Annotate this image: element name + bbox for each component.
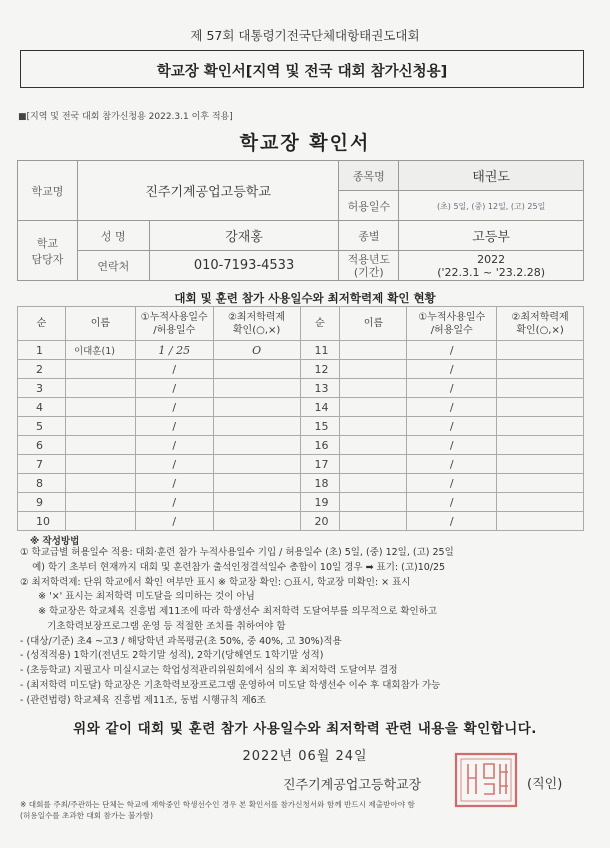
col-days-line1: ①누적사용일수 xyxy=(140,311,208,323)
table-row xyxy=(18,360,584,379)
row-check xyxy=(213,512,300,531)
footer-note xyxy=(20,799,415,821)
col-days-right-line1: ①누적사용일수 xyxy=(418,311,486,323)
row-name xyxy=(65,379,135,398)
row-days: / xyxy=(135,360,213,379)
row-check xyxy=(213,398,300,417)
row-name-right xyxy=(340,341,407,360)
period-label-line1: 적용년도 xyxy=(347,252,391,266)
row-check-right xyxy=(497,474,584,493)
row-name-right xyxy=(340,417,407,436)
footer-note-line1: ※ 대회를 주최/주관하는 단체는 학교에 재학중인 학생선수인 경우 본 확인서를 참가신청서와 함께 반드시 제출받아야 함 xyxy=(20,800,415,809)
row-days: / xyxy=(135,436,213,455)
row-no-right: 12 xyxy=(300,360,340,379)
row-no-right: 15 xyxy=(300,417,340,436)
col-name-right: 이름 xyxy=(340,307,407,341)
col-min xyxy=(213,307,300,341)
name-value: 강재홍 xyxy=(149,221,339,251)
col-no: 순 xyxy=(18,307,66,341)
method-line: ※ 학교장은 학교체육 진흥법 제11조에 따라 학생선수 최저학력 도달여부를 의무적으로 확인하고 xyxy=(20,606,438,618)
row-name-right xyxy=(340,455,407,474)
table-row xyxy=(18,455,584,474)
row-name xyxy=(65,398,135,417)
period-label xyxy=(339,251,399,281)
row-no-right: 13 xyxy=(300,379,340,398)
type-label: 종별 xyxy=(339,221,399,251)
row-days-right: / xyxy=(407,474,497,493)
row-no: 4 xyxy=(18,398,66,417)
row-name xyxy=(65,436,135,455)
row-check xyxy=(213,474,300,493)
type-value: 고등부 xyxy=(399,221,584,251)
row-check xyxy=(213,455,300,474)
row-days-right: / xyxy=(407,493,497,512)
table-row xyxy=(18,493,584,512)
row-name-right xyxy=(340,379,407,398)
row-no: 6 xyxy=(18,436,66,455)
method-line: 기초학력보장프로그램 운영 등 적절한 조치를 취하여야 함 xyxy=(20,620,286,632)
contact-label: 연락처 xyxy=(77,251,149,281)
box-title: 학교장 확인서[지역 및 전국 대회 참가신청용] xyxy=(156,64,448,80)
table-row xyxy=(18,417,584,436)
row-days-right: / xyxy=(407,379,497,398)
row-check: O xyxy=(213,341,300,360)
method-line: - (대상/기준) 초4 ~고3 / 해당학년 과목평균(초 50%, 중 40%, 고 30%)적용 xyxy=(20,635,342,647)
status-title: 대회 및 훈련 참가 사용일수와 최저학력제 확인 현황 xyxy=(174,291,436,305)
row-no-right: 20 xyxy=(300,512,340,531)
col-min-line2: 확인(○,×) xyxy=(232,324,281,336)
row-days-right: / xyxy=(407,341,497,360)
row-check xyxy=(213,436,300,455)
row-days-right: / xyxy=(407,455,497,474)
allow-label: 허용일수 xyxy=(339,191,399,221)
row-name-right xyxy=(340,512,407,531)
row-name xyxy=(65,360,135,379)
contact-value: 010-7193-4533 xyxy=(149,251,339,281)
period-year: 2022 xyxy=(477,252,506,266)
footer-note-line2: (허용일수를 초과한 대회 참가는 불가함) xyxy=(20,811,153,820)
row-no-right: 18 xyxy=(300,474,340,493)
row-check-right xyxy=(497,493,584,512)
row-days: / xyxy=(135,379,213,398)
method-line: ※ '×' 표시는 최저학력 미도달을 의미하는 것이 아님 xyxy=(20,591,255,603)
row-no: 2 xyxy=(18,360,66,379)
school-name: 진주기계공업고등학교 xyxy=(77,161,339,221)
table-row xyxy=(18,379,584,398)
manager-label xyxy=(18,221,78,281)
table-row xyxy=(18,341,584,360)
period-value xyxy=(399,251,584,281)
row-check xyxy=(213,417,300,436)
method-line: ② 최저학력제: 단위 학교에서 확인 여부만 표시 ※ 학교장 확인: ○표시, 학교장 미확인: × 표시 xyxy=(20,576,411,588)
method-line: - (최저학력 미도달) 학교장은 기초학력보장프로그램 운영하여 미도달 학생선수 이수 후 대회참가 가능 xyxy=(20,679,441,691)
method-line: 예) 학기 초부터 현재까지 대회 및 훈련참가 출석인정결석일수 총합이 10일 경우 ➡ 표기: (고)10/25 xyxy=(20,561,446,573)
row-check xyxy=(213,360,300,379)
allow-value xyxy=(399,191,584,221)
row-name-right xyxy=(340,360,407,379)
seal-label: (직인) xyxy=(527,777,563,792)
row-days-right: / xyxy=(407,436,497,455)
row-days: / xyxy=(135,417,213,436)
period-label-line2: (기간) xyxy=(353,265,384,279)
table-row xyxy=(18,474,584,493)
col-min-line1: ②최저학력제 xyxy=(227,311,286,323)
event-label: 종목명 xyxy=(339,161,399,191)
row-name xyxy=(65,493,135,512)
col-days-line2: /허용일수 xyxy=(153,324,196,336)
col-no-right: 순 xyxy=(300,307,340,341)
row-check-right xyxy=(497,512,584,531)
row-name xyxy=(65,417,135,436)
tournament-name: 제 57회 대통령기전국단체대항태권도대회 xyxy=(190,28,420,43)
event-value: 태권도 xyxy=(399,161,584,191)
col-min-right-line1: ②최저학력제 xyxy=(511,311,569,323)
row-check-right xyxy=(497,398,584,417)
method-line: - (성적적용) 1학기(전년도 2학기말 성적), 2학기(당해연도 1학기말 성적) xyxy=(20,650,324,662)
row-no-right: 11 xyxy=(300,341,340,360)
applicability-note: ■[지역 및 전국 대회 참가신청용 2022.3.1 이후 적용] xyxy=(18,112,233,122)
row-check-right xyxy=(497,455,584,474)
row-check-right xyxy=(497,341,584,360)
row-no-right: 14 xyxy=(300,398,340,417)
row-no-right: 19 xyxy=(300,493,340,512)
row-name xyxy=(65,455,135,474)
issue-date: 2022년 06월 24일 xyxy=(242,749,368,764)
col-min-right-line2: 확인(○,×) xyxy=(516,324,564,336)
col-name: 이름 xyxy=(65,307,135,341)
row-check-right xyxy=(497,436,584,455)
info-table xyxy=(17,160,584,281)
table-row xyxy=(18,436,584,455)
row-no-right: 16 xyxy=(300,436,340,455)
row-name: 이대훈(1) xyxy=(65,341,135,360)
confirm-statement: 위와 같이 대회 및 훈련 참가 사용일수와 최저학력 관련 내용을 확인합니다. xyxy=(73,721,537,737)
row-no-right: 17 xyxy=(300,455,340,474)
row-name xyxy=(65,474,135,493)
row-name-right xyxy=(340,398,407,417)
table-row xyxy=(18,398,584,417)
row-check-right xyxy=(497,360,584,379)
row-days-right: / xyxy=(407,360,497,379)
row-no: 9 xyxy=(18,493,66,512)
official-seal-icon xyxy=(448,752,520,808)
row-days-right: / xyxy=(407,512,497,531)
row-days: / xyxy=(135,398,213,417)
method-lines xyxy=(20,547,454,709)
row-name-right xyxy=(340,436,407,455)
col-min-right xyxy=(497,307,584,341)
method-line: - (초등학교) 지필고사 미실시교는 학업성적관리위원회에서 심의 후 최저학력 도달여부 결정 xyxy=(20,665,398,677)
row-no: 3 xyxy=(18,379,66,398)
school-signature: 진주기계공업고등학교장 xyxy=(283,778,422,793)
row-name-right xyxy=(340,493,407,512)
row-check xyxy=(213,379,300,398)
row-days-right: / xyxy=(407,398,497,417)
status-header-row xyxy=(18,307,584,341)
row-no: 7 xyxy=(18,455,66,474)
row-name xyxy=(65,512,135,531)
row-days: / xyxy=(135,474,213,493)
document-title: 학교장 확인서 xyxy=(239,132,371,154)
method-line: - (관련법령) 학교체육 진흥법 제11조, 동법 시행규칙 제6조 xyxy=(20,694,266,706)
manager-label-line1: 학교 xyxy=(36,236,59,250)
manager-label-line2: 담당자 xyxy=(31,252,64,266)
row-no: 10 xyxy=(18,512,66,531)
row-check-right xyxy=(497,417,584,436)
row-no: 1 xyxy=(18,341,66,360)
name-label: 성 명 xyxy=(77,221,149,251)
row-days: 1 / 25 xyxy=(135,341,213,360)
period-range: ('22.3.1 ~ '23.2.28) xyxy=(437,265,546,279)
row-days-right: / xyxy=(407,417,497,436)
row-check-right xyxy=(497,379,584,398)
row-days: / xyxy=(135,512,213,531)
row-check xyxy=(213,493,300,512)
allow-text: (초) 5일, (중) 12일, (고) 25일 xyxy=(436,202,546,211)
row-no: 5 xyxy=(18,417,66,436)
method-title: ※ 작성방법 xyxy=(30,536,80,547)
method-line: ① 학교급별 허용일수 적용: 대회·훈련 참가 누적사용일수 기입 / 허용일수 (초) 5일, (중) 12일, (고) 25일 xyxy=(20,547,454,558)
row-days: / xyxy=(135,455,213,474)
col-days xyxy=(135,307,213,341)
school-label: 학교명 xyxy=(18,161,78,221)
row-days: / xyxy=(135,493,213,512)
col-days-right-line2: /허용일수 xyxy=(430,324,473,336)
table-row xyxy=(18,512,584,531)
row-name-right xyxy=(340,474,407,493)
row-no: 8 xyxy=(18,474,66,493)
col-days-right xyxy=(407,307,497,341)
status-table xyxy=(17,306,584,531)
